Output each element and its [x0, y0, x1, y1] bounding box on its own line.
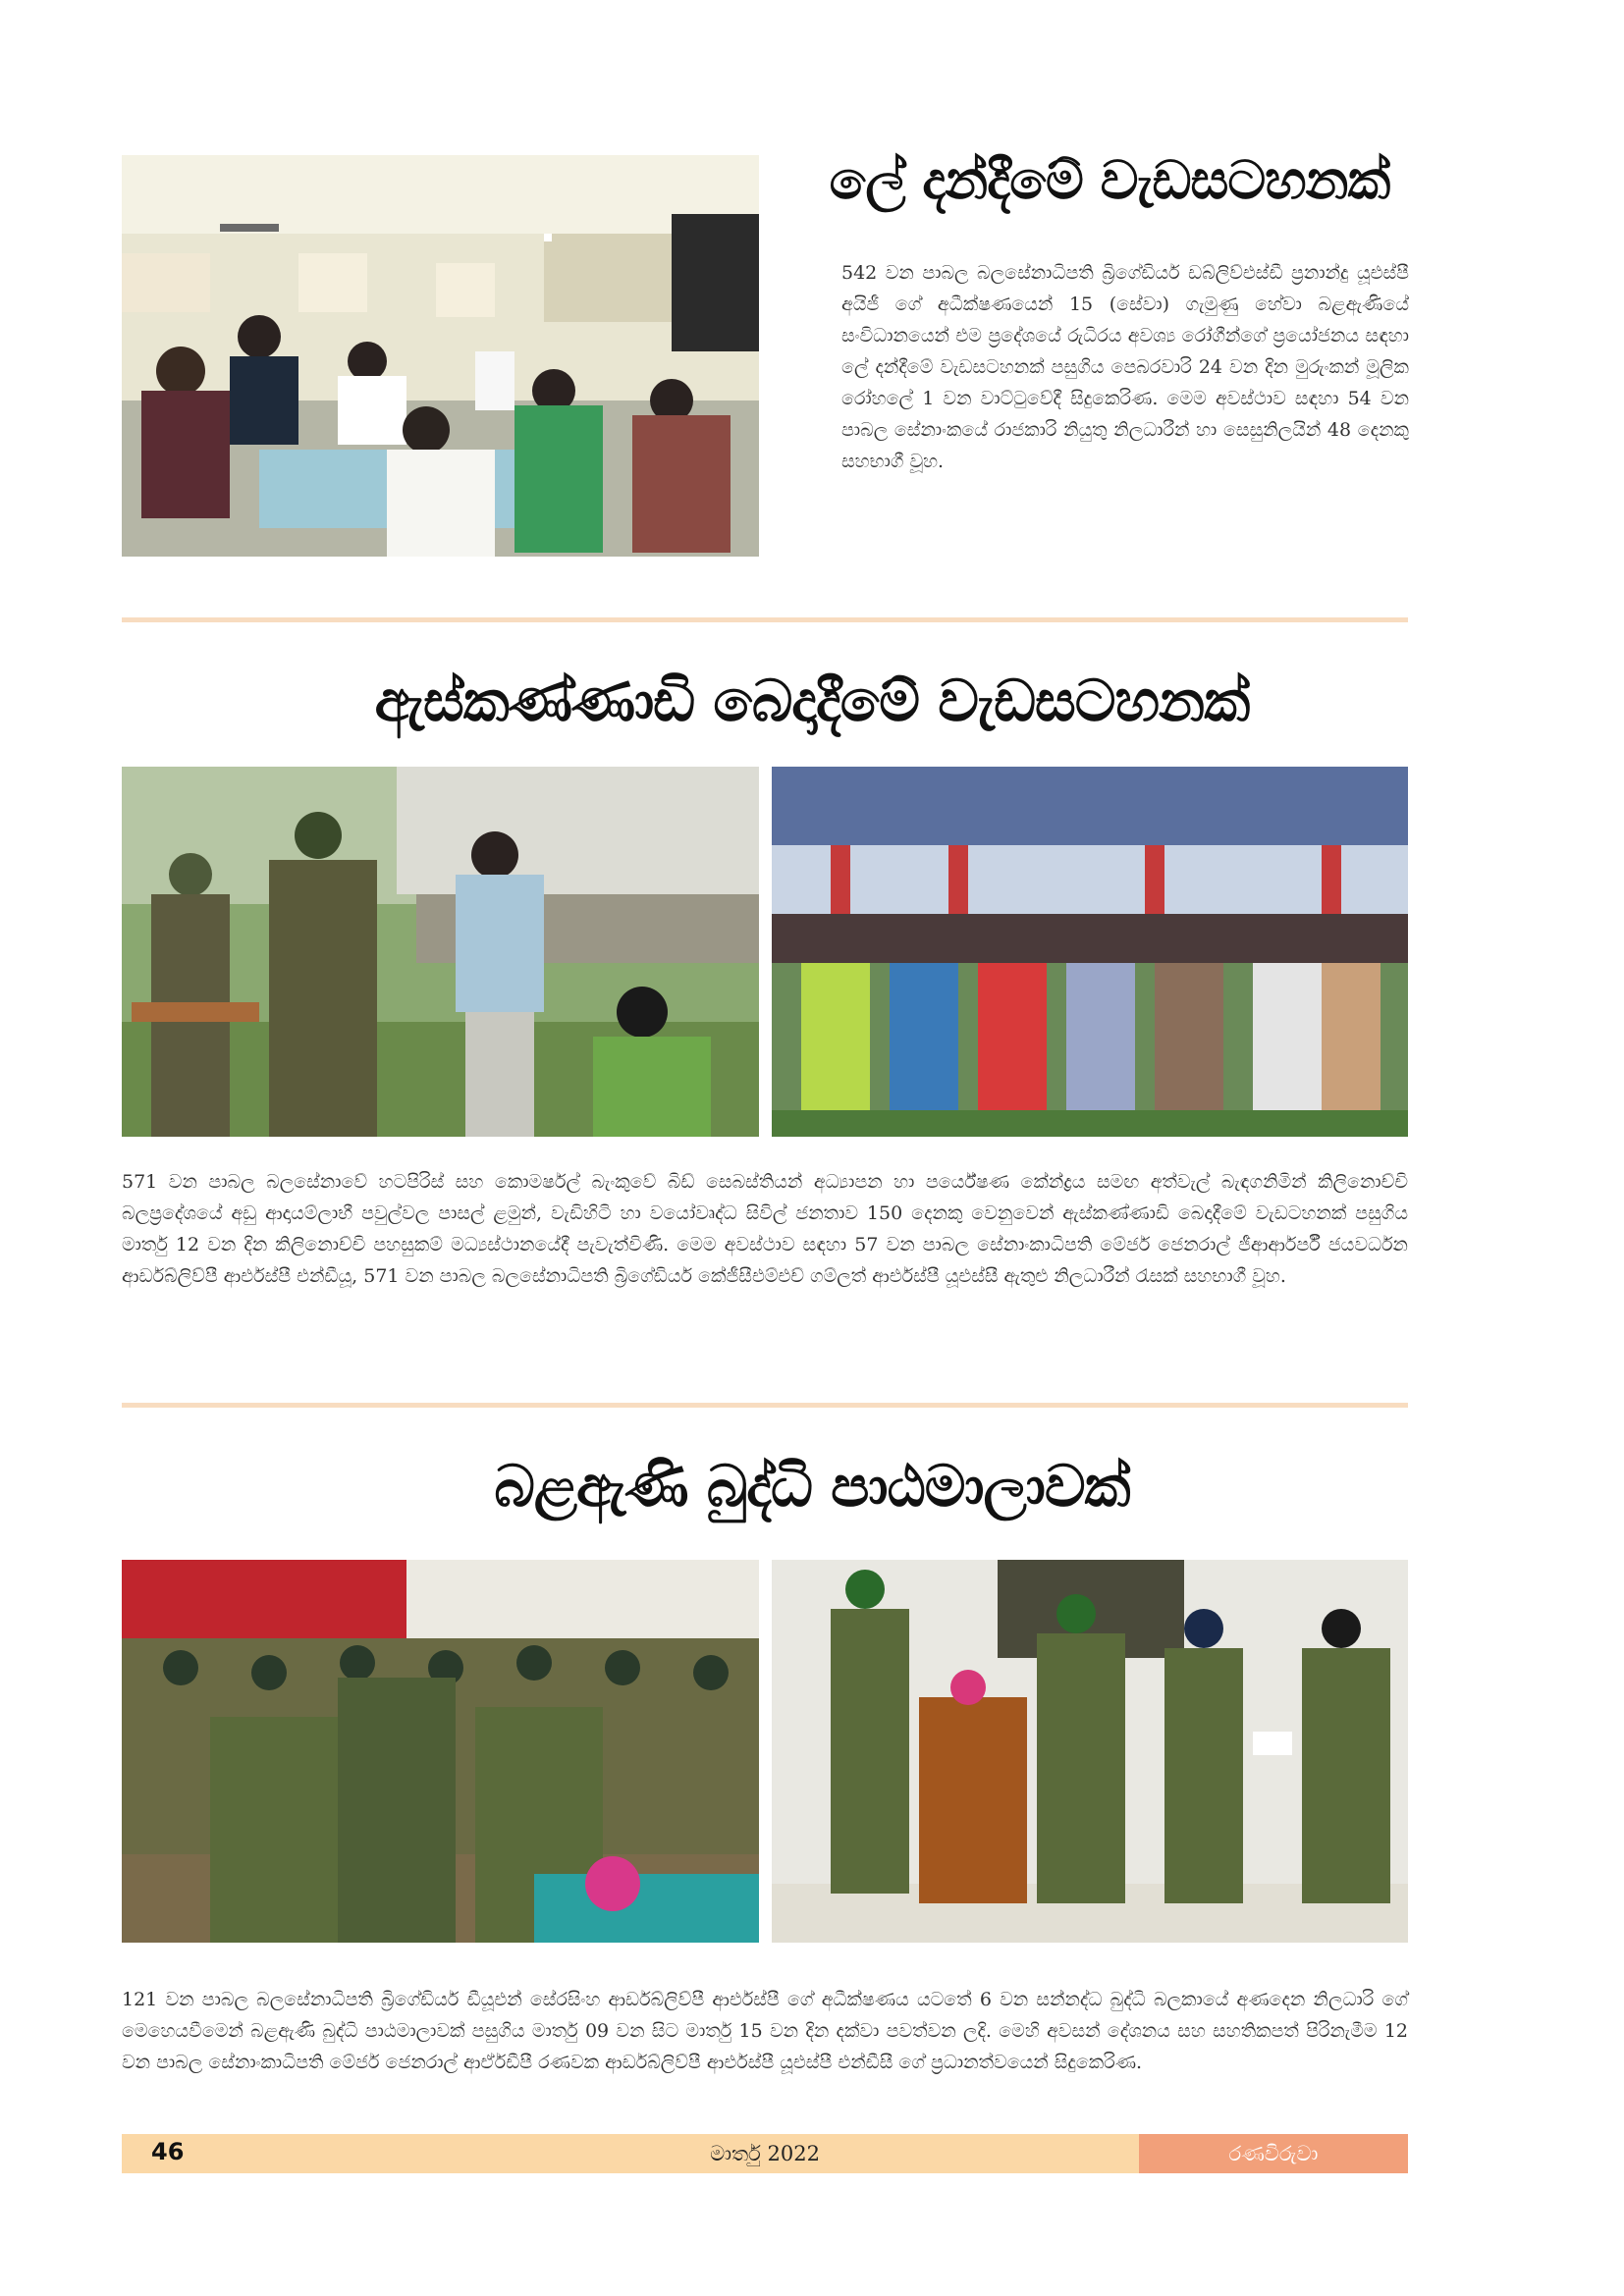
page-footer	[122, 2134, 1408, 2173]
section-1-title: ලේ දන්දීමේ වැඩසටහනක්	[829, 149, 1390, 211]
section-3-body: 121 වන පාබල බලසේනාධිපති බ්‍රිගේඩියර් ඩීයූඑන් සේරසිංහ ආර්ඩබ්ලිව්පී ආර්එස්පී ගේ අධීක්ෂණය යටතේ 6 වන සන්නද්ධ බුද්ධි බලකායේ අණදෙන නිලධාරි ගේ මෙහෙයවීමෙන් බළඇණි බුද්ධි පාඨමාලාවක් පසුගිය මාර්තු 09 වන සිට මාර්තු 15 වන දින දක්වා පවත්වන ලදි. මෙහි අවසන් දේශනය සහ සහතිකපත් පිරිනැමීම 12 වන පාබල සේනාංකාධිපති මේජර් ජෙනරාල් ආර්ඒඩීපී රණවක ආර්ඩබ්ලිව්පී ආර්එස්පී යූඑස්පී එන්ඩීසී ගේ ප්‍රධානත්වයෙන් සිදුකෙරිණ.	[122, 1989, 1408, 2073]
officer-distributing-spectacles-photo	[122, 767, 759, 1137]
magazine-name: රණවිරුවා	[1139, 2134, 1408, 2173]
seated-villagers-tent-photo	[772, 767, 1408, 1137]
hospital-blood-donation-photo	[122, 155, 759, 557]
section-1-body: 542 වන පාබල බලසේනාධිපති බ්‍රිගේඩියර් ඩබ්ලිව්එස්ඩී ප්‍රනාන්දු යූඑස්පී අයිජී ගේ අධීක්ෂණයෙන් 15 (සේවා) ගැමුණු හේවා බළඇණියේ සංවිධානයෙන් එම ප්‍රදේශයේ රුධිරය අවශ්‍ය රෝගීන්ගේ ප්‍රයෝජනය සඳහා ලේ දන්දීමේ වැඩසටහනක් පසුගිය පෙබරවාරි 24 වන දින මුරුංකන් මූලික රෝහලේ 1 වන වාට්ටුවේදී සිදුකෙරිණ. මෙම අවස්ථාව සඳහා 54 වන පාබල සේනාංකයේ රාජකාරි නියුතු නිලධාරීන් හා සෙසුනිලයින් 48 දෙනකු සහභාගී වූහ.	[841, 262, 1409, 472]
section-divider	[122, 617, 1408, 622]
certificate-award-photo	[772, 1560, 1408, 1943]
section-divider	[122, 1403, 1408, 1408]
page-number: 46	[151, 2138, 185, 2165]
section-2-body: 571 වන පාබල බලසේනාවේ හටපිරිස් සහ කොමර්ෂල් බැංකුවේ බිඩ් සෙබස්තියන් අධ්‍යාපන හා පර්යේෂණ කේන්ද්‍රය සමඟ අත්වැල් බැඳගනිමින් කිලිනොච්චි බලප්‍රදේශයේ අඩු ආදායම්ලාභී පවුල්වල පාසල් ළමුන්, වැඩිහිටි හා වයෝවෘද්ධ සිවිල් ජනතාව 150 දෙනකු වෙනුවෙන් ඇස්කණ්ණාඩි බෙදාදීමේ වැඩටහනක් පසුගිය මාර්තු 12 වන දින කිලිනොච්චි පහසුකම් මධ්‍යස්ථානයේදී පැවැත්විණි. මෙම අවස්ථාව සඳහා 57 වන පාබල සේනාංකාධිපති මේජර් ජෙනරාල් ජීආර්ආර්පී ජයවර්ධන ආර්ඩබ්ලිව්පී ආර්එස්පී එන්ඩීයූ, 571 වන පාබල බලසේනාධිපති බ්‍රිගේඩියර් කේජීසීඑම්එච් ගම්ලත් ආර්එස්පී යූඑස්සී ඇතුළු නිලධාරීන් රැසක් සහභාගී වූහ.	[122, 1171, 1408, 1287]
section-3-title: බළඇණි බුද්ධි පාඨමාලාවක්	[494, 1453, 1130, 1520]
section-2-title: ඇස්කණ්ණාඩි බෙදාදීමේ වැඩසටහනක්	[374, 667, 1250, 734]
seated-soldiers-audience-photo	[122, 1560, 759, 1943]
issue-date: මාර්තු 2022	[710, 2142, 820, 2165]
